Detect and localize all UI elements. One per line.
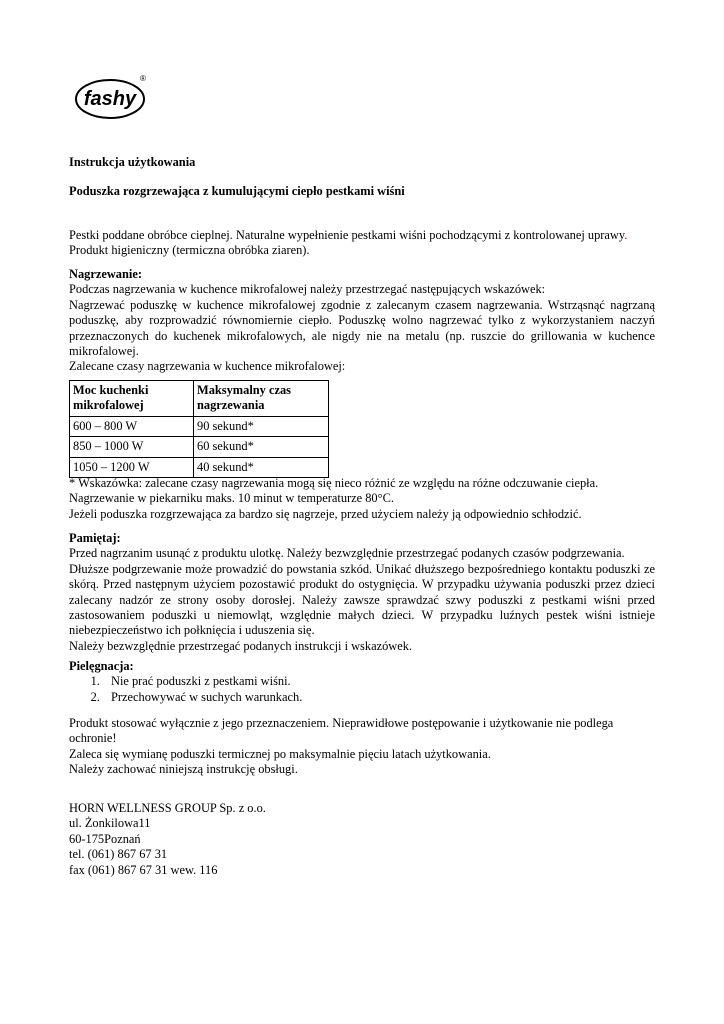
closing-line: Zaleca się wymianę poduszki termicznej po maksymalnie pięciu latach użytkowania. (69, 746, 491, 761)
intro-period: . (624, 228, 628, 242)
remember-p3: Należy bezwzględnie przestrzegać podanych instrukcji i wskazówek. (69, 638, 413, 653)
table-cell: 600 – 800 W (70, 417, 194, 437)
heating-p2: Nagrzewać poduszkę w kuchence mikrofalowej zgodnie z zalecanym czasem nagrzewania. Wstrząsnąć nagrzaną poduszkę, aby rozprowadzić równomiernie ciepło. Poduszkę wolno nagrzewać tylko z wykorzystaniem naczyń przeznaczonych do kuchenek mikrofalowych, ale nigdy nie na metalu (np. ruszcie do grillowania w kuchence mikrofalowej. (69, 297, 655, 359)
table-cell: 60 sekund* (194, 437, 329, 457)
table-cell: 90 sekund* (194, 417, 329, 437)
address-line: HORN WELLNESS GROUP Sp. z o.o. (69, 801, 266, 815)
table-cell: 850 – 1000 W (70, 437, 194, 457)
closing-line: Produkt stosować wyłącznie z jego przeznaczeniem. Nieprawidłowe postępowanie i użytkowanie nie podlega ochronie! (69, 716, 614, 746)
intro-section (69, 228, 655, 259)
table-cell: 1050 – 1200 W (70, 457, 194, 477)
address-line: ul. Żonkilowa11 (69, 816, 151, 831)
heating-oven: Nagrzewanie w piekarniku maks. 10 minut w temperaturze 80°C. (69, 491, 394, 506)
list-item: 2. Przechowywać w suchych warunkach. (103, 690, 655, 705)
list-item: 1. Nie prać poduszki z pestkami wiśni. (103, 674, 655, 689)
document-subtitle: Poduszka rozgrzewająca z kumulującymi ciepło pestkami wiśni (69, 184, 405, 198)
remember-p1: Przed nagrzanim usunąć z produktu ulotkę. Należy bezwzględnie przestrzegać podanych czasów podgrzewania. (69, 546, 625, 561)
address-line: tel. (061) 867 67 31 (69, 847, 168, 862)
company-address (69, 801, 655, 878)
table-row (70, 457, 329, 477)
table-cell: 40 sekund* (194, 457, 329, 477)
heating-note: * Wskazówka: zalecane czasy nagrzewania mogą się nieco różnić ze względu na różne odczuwanie ciepła. (69, 476, 599, 490)
heating-notes (69, 476, 655, 522)
heating-p3: Zalecane czasy nagrzewania w kuchence mikrofalowej: (69, 359, 346, 374)
table-row (70, 437, 329, 457)
heating-p1: Podczas nagrzewania w kuchence mikrofalowej należy przestrzegać następujących wskazówek: (69, 282, 546, 297)
care-list (69, 674, 655, 705)
document-title: Instrukcja użytkowania (69, 155, 196, 169)
table-header-cell: Maksymalny czas nagrzewania (194, 381, 329, 417)
address-line: 60-175Poznań (69, 831, 141, 846)
address-line: fax (061) 867 67 31 wew. 116 (69, 862, 218, 877)
care-heading: Pielęgnacja: (69, 659, 134, 673)
table-row (70, 417, 329, 437)
heating-cool: Jeżeli poduszka rozgrzewająca za bardzo się nagrzeje, przed użyciem należy ją odpowiednio schłodzić. (69, 506, 582, 521)
closing-line: Należy zachować niniejszą instrukcję obsługi. (69, 762, 298, 777)
heating-times-table (69, 380, 329, 478)
logo-text: fashy (83, 88, 137, 110)
fashy-logo (72, 72, 154, 124)
intro-line2: Produkt higieniczny (termiczna obróbka ziaren). (69, 243, 310, 258)
table-header-row (70, 381, 329, 417)
remember-section (69, 531, 655, 654)
table-header-cell: Moc kuchenki mikrofalowej (70, 381, 194, 417)
heating-table-wrap (69, 380, 655, 478)
care-section (69, 659, 655, 705)
remember-heading: Pamiętaj: (69, 531, 121, 545)
logo-registered-mark: ® (140, 74, 146, 83)
remember-p2: Dłuższe podgrzewanie może prowadzić do powstania szkód. Unikać dłuższego bezpośredniego kontaktu poduszki ze skórą. Przed następnym użyciem pozostawić produkt do ostygnięcia. W przypadku używania poduszki przez dzieci zalecany nadzór ze strony osoby dorosłej. Należy zawsze sprawdzać szwy poduszki z pestkami wiśni przed zastosowaniem poduszki u niemowląt, względnie małych dzieci. W przypadku luźnych pestek wiśni istnieje niebezpieczeństwo ich połknięcia i uduszenia się. (69, 561, 655, 638)
closing-section (69, 716, 655, 778)
intro-text: Pestki poddane obróbce cieplnej. Naturalne wypełnienie pestkami wiśni pochodzącymi z kontrolowanej uprawy (69, 228, 625, 242)
heating-heading: Nagrzewanie: (69, 267, 142, 281)
heating-section (69, 267, 655, 375)
